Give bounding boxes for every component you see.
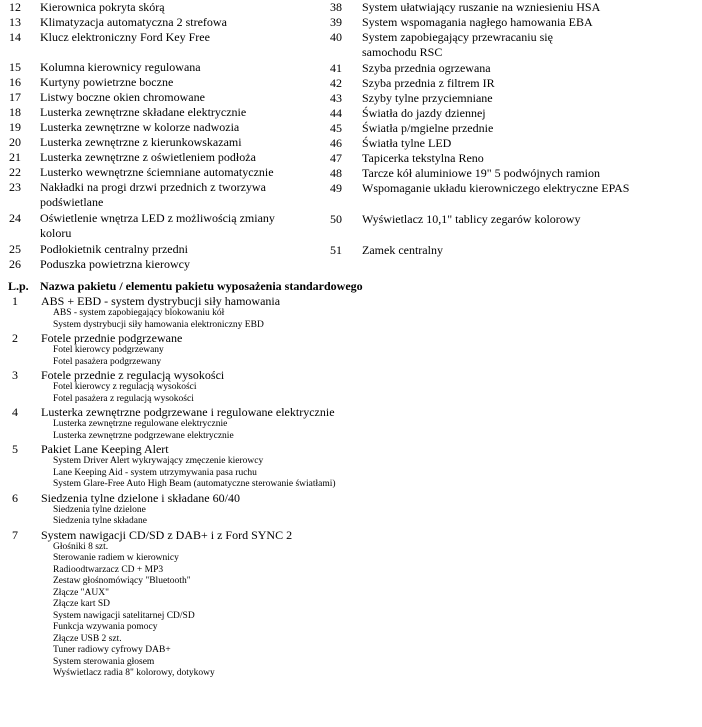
package-item xyxy=(0,491,702,528)
package-subitem: Złącze kart SD xyxy=(53,599,110,609)
package-title: 6 Siedzenia tylne dzielone i składane 60/40 xyxy=(12,490,240,505)
package-title: 5 Pakiet Lane Keeping Alert xyxy=(12,442,169,456)
list-item: 26 Poduszka powietrzna kierowcy xyxy=(9,257,190,271)
package-subitem: Lane Keeping Aid - system utrzymywania pasa ruchu xyxy=(53,467,257,478)
list-item: 23 Nakładki na progi drzwi przednich z tworzywa podświetlane xyxy=(9,180,266,209)
package-subitem: System nawigacji satelitarnej CD/SD xyxy=(53,610,195,621)
package-subitem: Tuner radiowy cyfrowy DAB+ xyxy=(53,645,171,655)
package-title: 7 System nawigacji CD/SD z DAB+ i z Ford SYNC 2 xyxy=(12,527,293,542)
package-subitem: System Driver Alert wykrywający zmęczenie kierowcy xyxy=(53,456,264,466)
package-item xyxy=(0,294,702,331)
list-item: 39 System wspomagania nagłego hamowania EBA xyxy=(330,15,593,29)
package-item xyxy=(0,405,702,442)
package-title: 1 ABS + EBD - system dystrybucji siły hamowania xyxy=(12,294,281,308)
package-subitem: Fotel pasażera z regulacją wysokości xyxy=(53,393,194,404)
list-item: 49 Wspomaganie układu kierowniczego elektryczne EPAS xyxy=(330,181,630,195)
package-subitem: Wyświetlacz radia 8" kolorowy, dotykowy xyxy=(53,668,215,678)
package-subitem: Głośniki 8 szt. xyxy=(53,541,109,552)
list-item: 40 System zapobiegający przewracaniu się samochodu RSC xyxy=(330,30,553,59)
list-item: 47 Tapicerka tekstylna Reno xyxy=(330,151,484,165)
packages-header-name: Nazwa pakietu / elementu pakietu wyposażenia standardowego xyxy=(40,279,363,293)
list-item: 13 Klimatyzacja automatyczna 2 strefowa xyxy=(9,15,227,29)
list-item: 48 Tarcze kół aluminiowe 19" 5 podwójnych ramion xyxy=(330,166,600,180)
package-title: 2 Fotele przednie podgrzewane xyxy=(12,331,183,345)
package-subitem: Lusterka zewnętrzne podgrzewane elektrycznie xyxy=(53,430,234,441)
packages-list xyxy=(0,294,702,680)
package-item xyxy=(0,442,702,491)
list-item: 46 Światła tylne LED xyxy=(330,136,452,150)
package-title: 3 Fotele przednie z regulacją wysokości xyxy=(12,368,225,382)
list-item: 19 Lusterka zewnętrzne w kolorze nadwozia xyxy=(9,120,240,134)
list-item: 50 Wyświetlacz 10,1" tablicy zegarów kolorowy xyxy=(330,212,581,226)
package-subitem: Zestaw głośnomówiący "Bluetooth" xyxy=(53,576,191,586)
package-item xyxy=(0,528,702,680)
list-item: 42 Szyba przednia z filtrem IR xyxy=(330,76,495,90)
list-item: 14 Klucz elektroniczny Ford Key Free xyxy=(9,30,210,44)
package-subitem: Złącze USB 2 szt. xyxy=(53,633,122,644)
package-subitem: ABS - system zapobiegający blokowaniu kół xyxy=(53,308,225,318)
list-item: 44 Światła do jazdy dziennej xyxy=(330,106,486,120)
list-item: 45 Światła p/mgielne przednie xyxy=(330,121,494,135)
package-subitem: System sterowania głosem xyxy=(53,656,155,667)
list-item: 22 Lusterko wewnętrzne ściemniane automatycznie xyxy=(9,165,274,179)
package-item xyxy=(0,331,702,368)
list-item: 38 System ułatwiający ruszanie na wzniesieniu HSA xyxy=(330,0,601,14)
package-subitem: System Glare-Free Auto High Beam (automatyczne sterowanie światłami) xyxy=(53,479,336,489)
list-item: 21 Lusterka zewnętrzne z oświetleniem podłoża xyxy=(9,150,256,164)
package-subitem: Fotel pasażera podgrzewany xyxy=(53,356,162,367)
list-item: 41 Szyba przednia ogrzewana xyxy=(330,61,491,75)
package-subitem: System dystrybucji siły hamowania elektroniczny EBD xyxy=(53,319,264,330)
list-item: 17 Listwy boczne okien chromowane xyxy=(9,90,205,104)
list-item: 25 Podłokietnik centralny przedni xyxy=(9,242,188,256)
package-item xyxy=(0,368,702,405)
packages-header-num: L.p. xyxy=(8,279,29,293)
list-item: 12 Kierownica pokryta skórą xyxy=(9,0,165,14)
standard-items-left-column xyxy=(0,0,330,272)
list-item: 18 Lusterka zewnętrzne składane elektrycznie xyxy=(9,105,247,119)
list-item: 51 Zamek centralny xyxy=(330,243,443,257)
list-item: 15 Kolumna kierownicy regulowana xyxy=(9,60,201,74)
list-item: 43 Szyby tylne przyciemniane xyxy=(330,91,493,105)
package-subitem: Siedzenia tylne dzielone xyxy=(53,504,146,515)
package-subitem: Sterowanie radiem w kierownicy xyxy=(53,553,179,563)
package-subitem: Złącze "AUX" xyxy=(53,587,110,598)
package-subitem: Siedzenia tylne składane xyxy=(53,516,147,526)
package-subitem: Lusterka zewnętrzne regulowane elektrycznie xyxy=(53,419,228,429)
list-item: 20 Lusterka zewnętrzne z kierunkowskazami xyxy=(9,135,242,149)
package-subitem: Radioodtwarzacz CD + MP3 xyxy=(53,564,164,575)
package-title: 4 Lusterka zewnętrzne podgrzewane i regulowane elektrycznie xyxy=(12,405,335,419)
package-subitem: Fotel kierowcy z regulacją wysokości xyxy=(53,382,197,392)
package-subitem: Fotel kierowcy podgrzewany xyxy=(53,345,164,355)
list-item: 24 Oświetlenie wnętrza LED z możliwością zmiany koloru xyxy=(9,211,275,240)
list-item: 16 Kurtyny powietrzne boczne xyxy=(9,75,174,89)
standard-items-right-column xyxy=(330,0,702,258)
package-subitem: Funkcja wzywania pomocy xyxy=(53,622,158,632)
